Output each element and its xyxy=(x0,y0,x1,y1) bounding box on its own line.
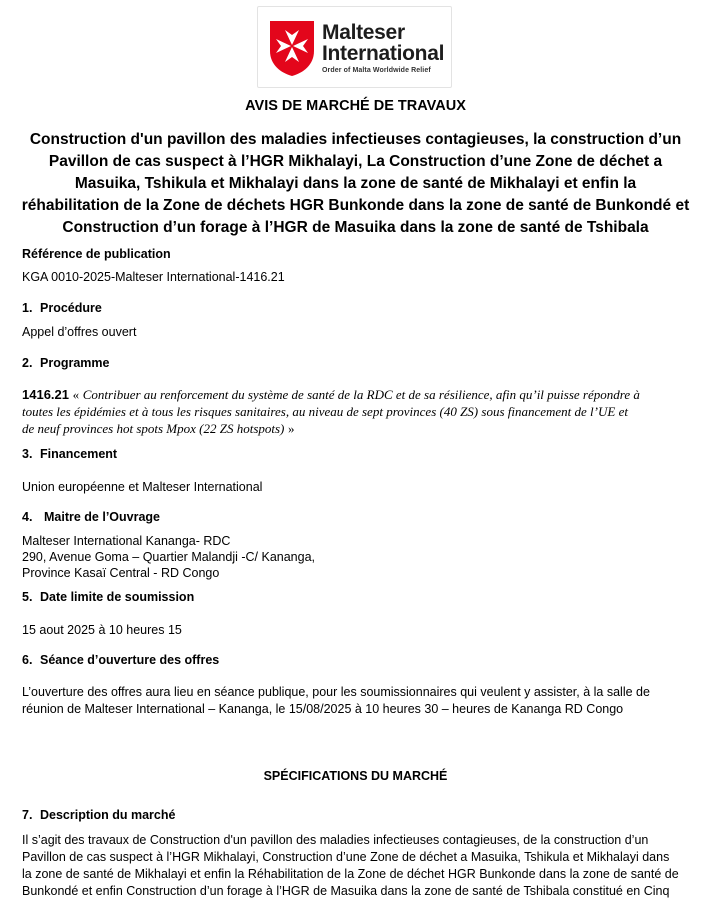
logo-name-line1: Malteser xyxy=(322,21,405,44)
address-line: 290, Avenue Goma – Quartier Malandji -C/ Kananga, xyxy=(22,550,315,564)
open-quote: « xyxy=(72,387,80,402)
subtitle-line: réhabilitation de la Zone de déchets HGR Bunkonde dans la zone de santé de Bunkondé et xyxy=(21,197,690,214)
section-title: Maitre de l’Ouvrage xyxy=(44,510,161,524)
description-paragraph xyxy=(22,832,692,900)
close-quote: » xyxy=(288,421,295,436)
document-title: AVIS DE MARCHÉ DE TRAVAUX xyxy=(245,98,466,114)
paragraph-line: Il s’agit des travaux de Construction d'un pavillon des maladies infectieuses contagieuses, de la construction d’un xyxy=(22,833,649,847)
paragraph-line: réunion de Malteser International – Kananga, le 15/08/2025 à 10 heures 30 – heures de Kananga RD Congo xyxy=(22,702,624,716)
section-title: Financement xyxy=(40,447,118,461)
subtitle-line: Masuika, Tshikula et Mikhalayi dans la zone de santé de Mikhalayi et enfin la xyxy=(74,175,637,192)
section-1-heading xyxy=(22,301,102,315)
section-title: Date limite de soumission xyxy=(40,590,195,604)
section-2-heading xyxy=(22,356,109,370)
section-5-heading xyxy=(22,590,194,604)
paragraph-line: L’ouverture des offres aura lieu en séance publique, pour les soumissionnaires qui veulent y assister, à la salle de xyxy=(22,685,650,699)
section-number: 3. xyxy=(22,447,33,461)
paragraph-line: la zone de santé de Mikhalayi et enfin la Réhabilitation de la Zone de déchet HGR Bunkonde dans la zone de santé de xyxy=(22,867,679,881)
paragraph-line: Bunkondé et enfin Construction d’un forage à l’HGR de Masuika dans la zone de santé de Tshibala constitué en Cinq xyxy=(22,884,670,898)
section-number: 4. xyxy=(22,510,33,524)
programme-line xyxy=(22,386,694,403)
section-title: Programme xyxy=(40,356,110,370)
specifications-heading: SPÉCIFICATIONS DU MARCHÉ xyxy=(263,769,448,783)
address-line: Malteser International Kananga- RDC xyxy=(22,534,231,548)
logo-name-line2: International xyxy=(322,42,445,65)
section-3-heading xyxy=(22,447,117,461)
procedure-value: Appel d’offres ouvert xyxy=(22,325,137,339)
section-number: 1. xyxy=(22,301,33,315)
paragraph-line: Pavillon de cas suspect à l’HGR Mikhalayi, Construction d’une Zone de déchet a Masuika, Tshikula et Mikhalayi dans xyxy=(22,850,670,864)
logo-tagline: Order of Malta Worldwide Relief xyxy=(322,67,431,74)
programme-line xyxy=(22,420,694,437)
reference-heading: Référence de publication xyxy=(22,247,171,261)
logo-wordmark xyxy=(322,22,444,64)
programme-quote-line: toutes les épidémies et à tous les risques sanitaires, au niveau de sept provinces (40 ZS) sous financement de l’UE et xyxy=(22,404,628,419)
deadline-value: 15 aout 2025 à 10 heures 15 xyxy=(22,623,182,637)
section-number: 2. xyxy=(22,356,33,370)
document-subtitle xyxy=(14,129,697,239)
programme-code: 1416.21 xyxy=(22,387,69,402)
section-title: Description du marché xyxy=(40,808,176,822)
ouverture-paragraph xyxy=(22,684,692,718)
maitre-ouvrage-address xyxy=(22,533,315,581)
subtitle-line: Construction d’un forage à l’HGR de Masuika dans la zone de santé de Tshibala xyxy=(62,219,649,236)
subtitle-line: Construction d'un pavillon des maladies infectieuses contagieuses, la construction d’un xyxy=(29,131,682,148)
section-7-heading xyxy=(22,808,175,822)
programme-text xyxy=(22,386,694,437)
section-6-heading xyxy=(22,653,219,667)
programme-quote-line: Contribuer au renforcement du système de santé de la RDC et de sa résilience, afin qu’il puisse répondre à xyxy=(82,387,640,402)
malteser-logo xyxy=(257,6,452,88)
section-number: 5. xyxy=(22,590,33,604)
programme-quote-line: de neuf provinces hot spots Mpox (22 ZS hotspots) xyxy=(22,421,285,436)
section-number: 7. xyxy=(22,808,33,822)
maltese-cross-shield-icon xyxy=(268,19,316,77)
address-line: Province Kasaï Central - RD Congo xyxy=(22,566,220,580)
financement-value: Union européenne et Malteser International xyxy=(22,480,263,494)
subtitle-line: Pavillon de cas suspect à l’HGR Mikhalayi, La Construction d’une Zone de déchet a xyxy=(48,153,663,170)
section-title: Séance d’ouverture des offres xyxy=(40,653,220,667)
section-title: Procédure xyxy=(40,301,102,315)
section-4-heading xyxy=(22,510,160,524)
reference-value: KGA 0010-2025-Malteser International-1416.21 xyxy=(22,270,285,284)
section-number: 6. xyxy=(22,653,33,667)
